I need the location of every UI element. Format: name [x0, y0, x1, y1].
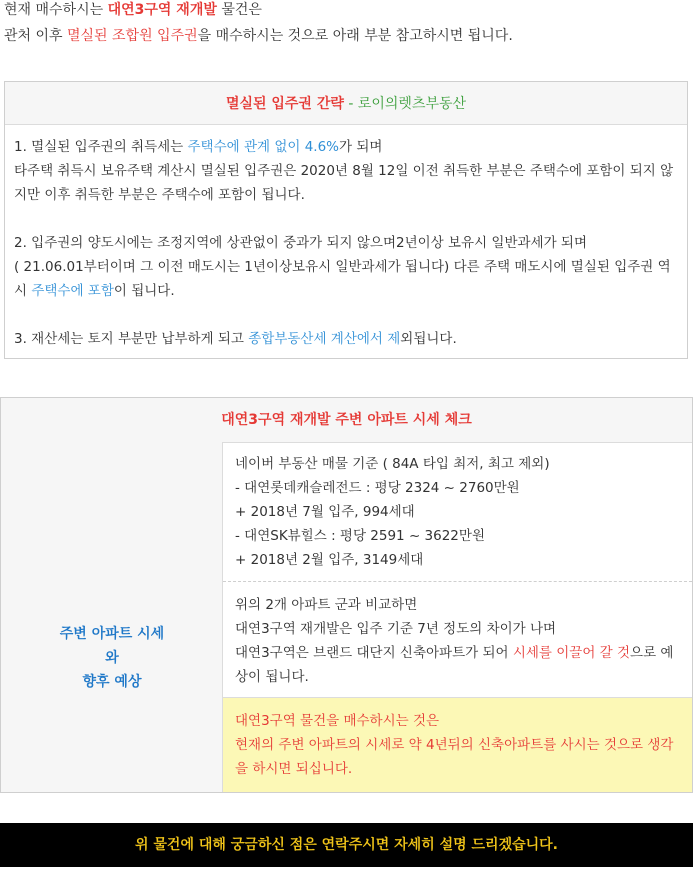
p1-text: 1. 멸실된 입주권의 취득세는 [14, 139, 188, 155]
comparison-line: 위의 2개 아파트 군과 비교하면 [235, 597, 418, 613]
box1-subtitle: - 로이의렛츠부동산 [343, 96, 467, 112]
box2-left-label [1, 622, 223, 694]
box2-header: 대연3구역 재개발 주변 아파트 시세 체크 [1, 398, 692, 443]
intro-line-2-tail: 을 매수하시는 것으로 아래 부분 참고하시면 됩니다. [197, 28, 513, 44]
intro-line-1-text: 현재 매수하시는 [4, 2, 108, 18]
nearby-apartment-price-box [0, 397, 693, 793]
comparison-line [235, 641, 680, 689]
intro-line-1 [4, 0, 262, 22]
p2-text-tail: 이 됩니다. [113, 283, 175, 299]
p3-text-tail: 외됩니다. [400, 331, 457, 347]
box1-paragraph-1 [14, 135, 675, 207]
p1-text-detail: 타주택 취득시 보유주택 계산시 멸실된 입주권은 2020년 8월 12일 이전 취득한 부분은 주택수에 포함이 되지 않지만 이후 취득한 부분은 주택수에 포함이 됩니다. [14, 163, 674, 203]
comparison-text-tail: 으로 예상이 됩니다. [235, 645, 674, 685]
box1-body [5, 125, 687, 351]
box1-header [5, 82, 687, 125]
demolished-right-summary-box [4, 81, 688, 359]
contact-footer-banner: 위 물건에 대해 궁금하신 점은 연락주시면 자세히 설명 드리겠습니다. [0, 823, 693, 867]
price-info-line: - 대연롯데캐슬레전드 : 평당 2324 ~ 2760만원 [235, 480, 520, 496]
box2-left-label-cell [1, 442, 223, 792]
conclusion-line: 대연3구역 물건을 매수하시는 것은 [235, 713, 440, 729]
price-info-line: 네이버 부동산 매물 기준 ( 84A 타입 최저, 최고 제외) [235, 456, 550, 472]
comparison-highlight: 시세를 이끌어 갈 것 [512, 645, 631, 661]
intro-line-1-tail: 물건은 [216, 2, 262, 18]
intro-line-2-text: 관처 이후 [4, 28, 67, 44]
p3-text: 3. 재산세는 토지 부분만 납부하게 되고 [14, 331, 249, 347]
intro-highlight-right: 멸실된 조합원 입주권 [67, 28, 198, 44]
left-label-line-3: 향후 예상 [82, 674, 142, 690]
p2-text-detail: ( 21.06.01부터이며 그 이전 매도시는 1년이상보유시 일반과세가 됩니다) 다른 주택 매도시에 멸실된 입주권 역시 [14, 259, 671, 299]
price-info-line: + 2018년 7월 입주, 994세대 [235, 504, 415, 520]
price-info-line: - 대연SK뷰힐스 : 평당 2591 ~ 3622만원 [235, 528, 485, 544]
comparison-text: 대연3구역은 브랜드 대단지 신축아파트가 되어 [235, 645, 513, 661]
price-info-line: + 2018년 2월 입주, 3149세대 [235, 552, 424, 568]
comparison-line: 대연3구역 재개발은 입주 기준 7년 정도의 차이가 나며 [235, 621, 557, 637]
box1-paragraph-2 [14, 231, 675, 303]
p2-text: 2. 입주권의 양도시에는 조정지역에 상관없이 중과가 되지 않으며2년이상 보유시 일반과세가 되며 [14, 235, 587, 251]
box1-title: 멸실된 입주권 간략 [225, 96, 344, 112]
conclusion-cell [223, 698, 692, 792]
box1-paragraph-3 [14, 327, 675, 351]
conclusion-line: 현재의 주변 아파트의 시세로 약 4년뒤의 신축아파트를 사시는 것으로 생각을 하시면 되십니다. [235, 737, 674, 777]
left-label-line-2: 와 [105, 650, 119, 666]
intro-highlight-project: 대연3구역 재개발 [107, 2, 217, 18]
p3-highlight: 종합부동산세 계산에서 제 [248, 331, 401, 347]
intro-line-2 [4, 24, 513, 48]
p1-highlight: 주택수에 관계 없이 4.6% [187, 139, 339, 155]
p2-highlight: 주택수에 포함 [31, 283, 114, 299]
left-label-line-1: 주변 아파트 시세 [59, 626, 165, 642]
price-info-cell [223, 442, 692, 582]
p1-text-tail: 가 되며 [339, 139, 383, 155]
comparison-cell [223, 582, 692, 698]
